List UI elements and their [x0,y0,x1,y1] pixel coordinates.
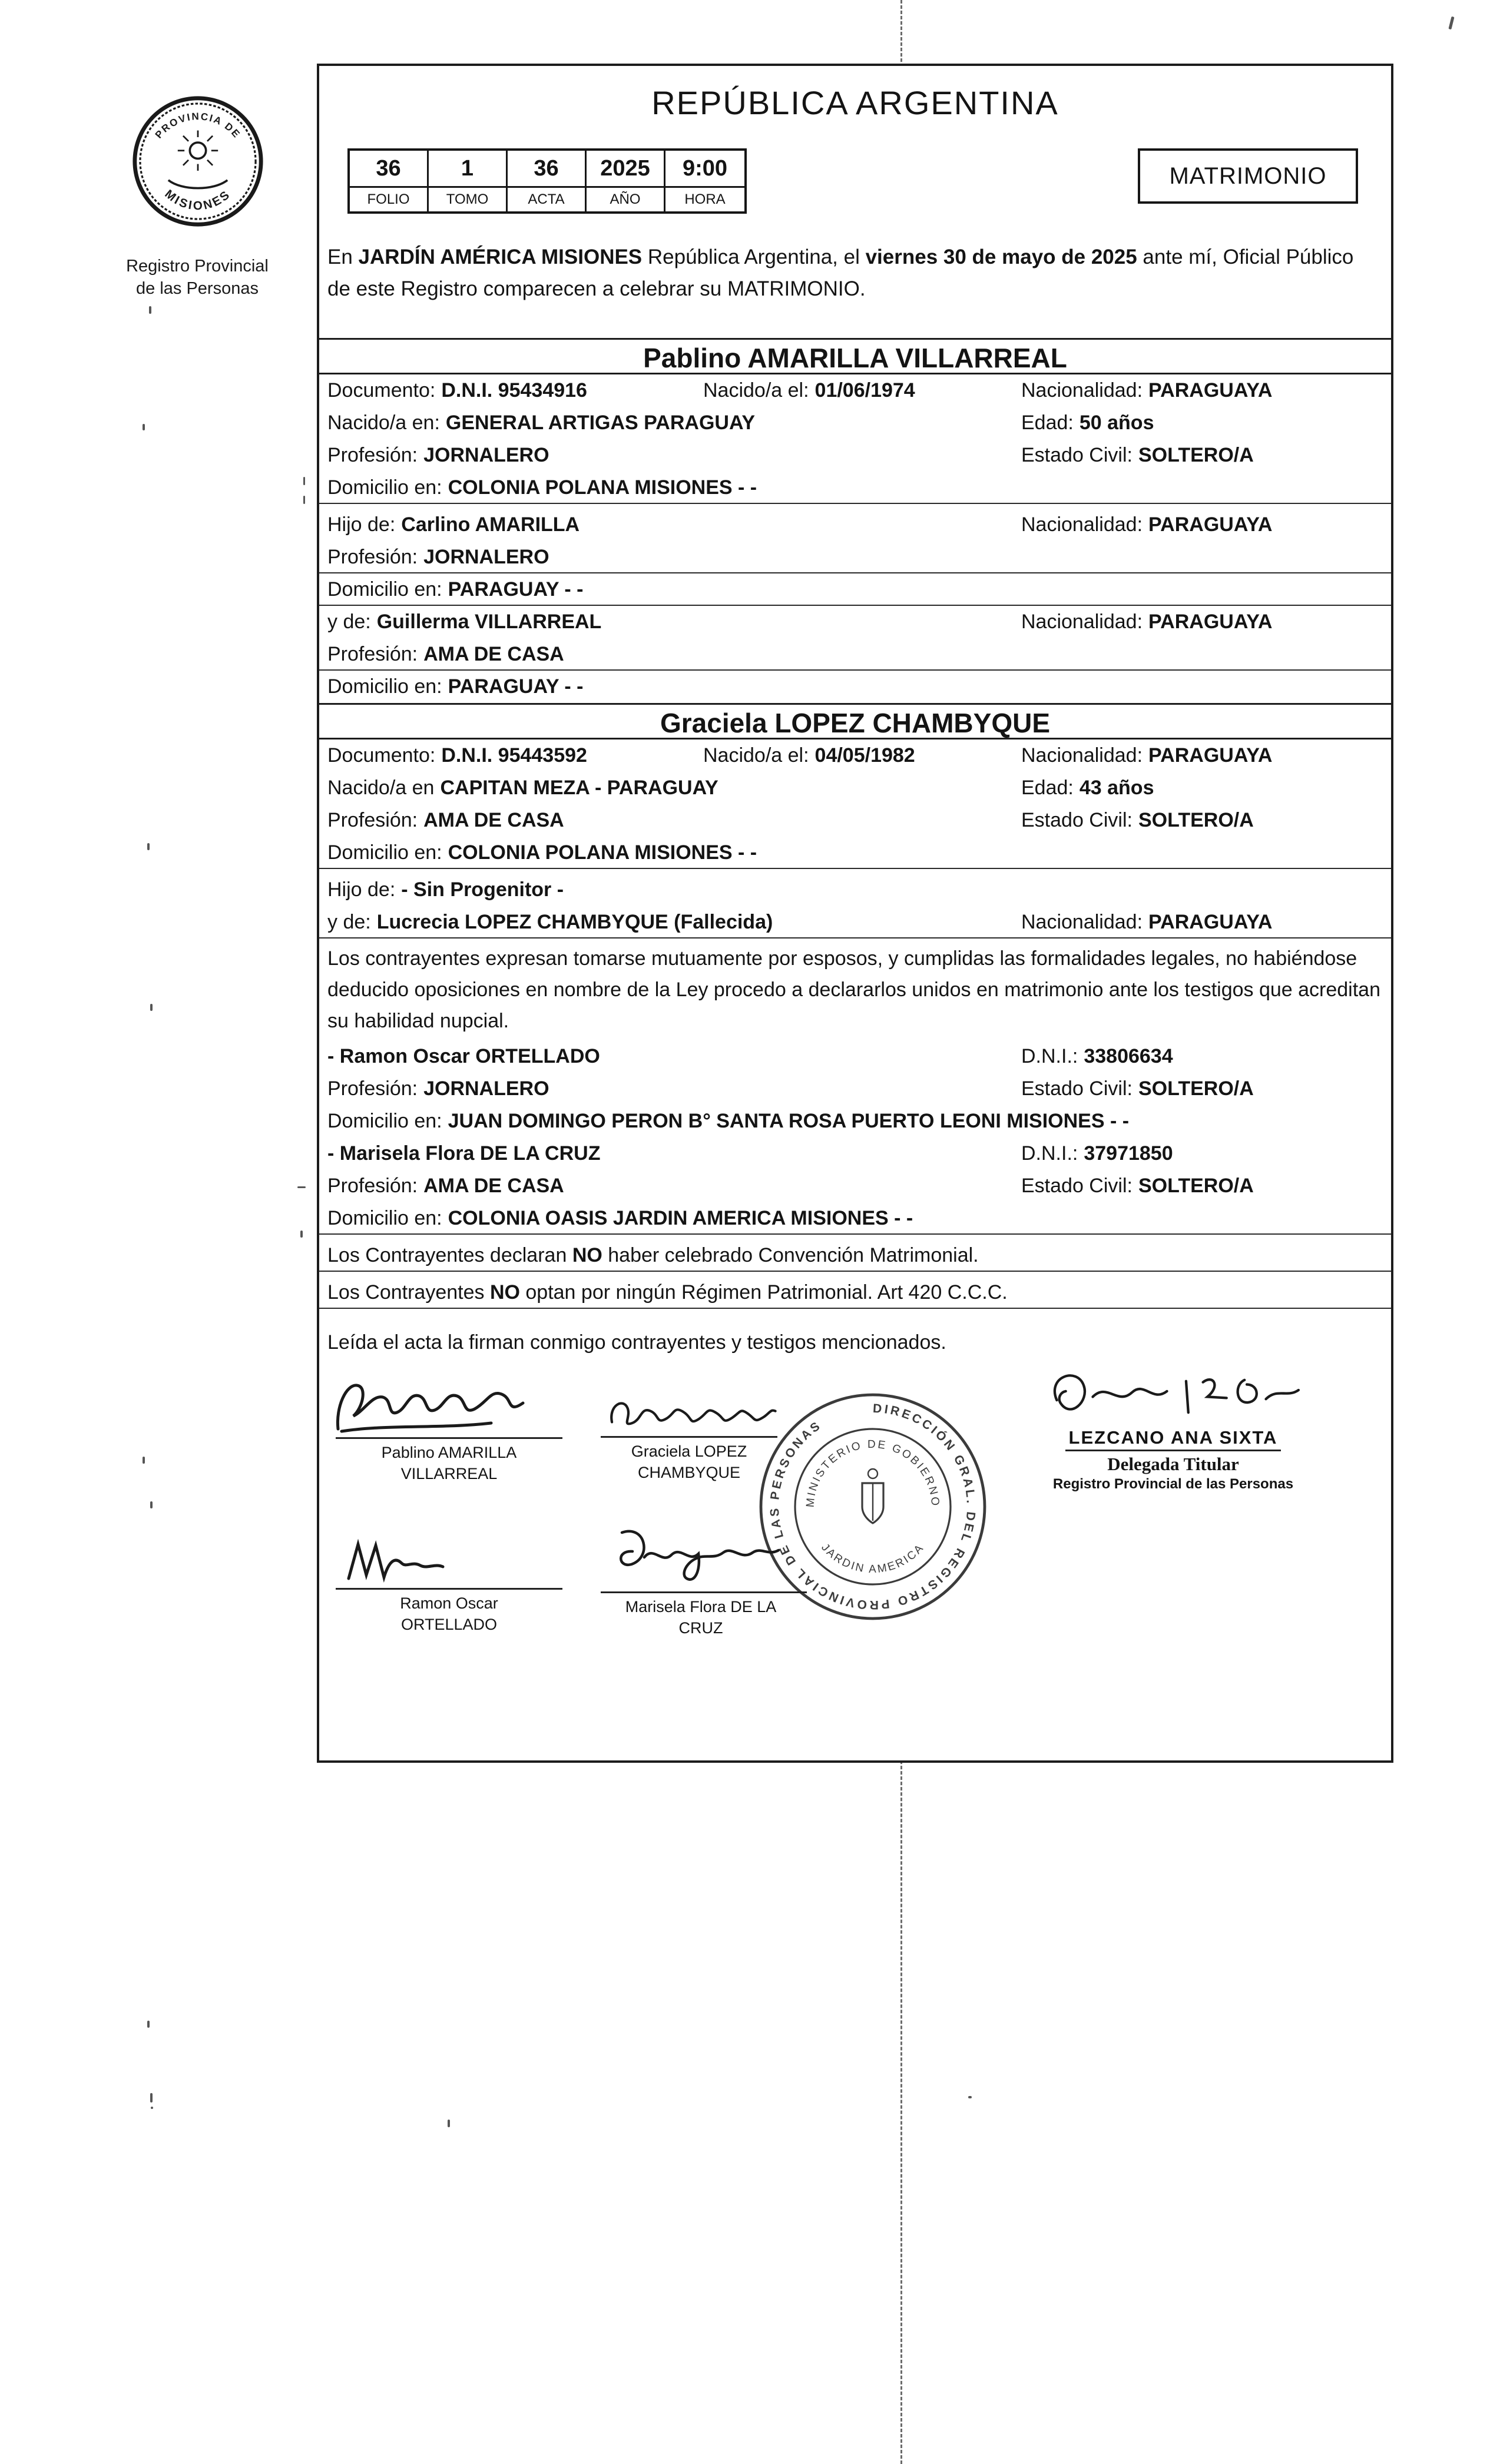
witness1-domicile-row [319,1105,1391,1138]
field-value: JORNALERO [423,444,549,466]
field-label: Nacido/a el: [703,379,809,402]
witness2-signature-icon [608,1523,808,1591]
stamp-bottom-text: JARDIN AMERICA [819,1541,927,1576]
groom-born-field [703,374,915,407]
signature-area [319,1365,1391,1754]
witness2-profession-row [319,1170,1391,1202]
field-value: PARAGUAYA [1148,513,1273,536]
field-value: COLONIA OASIS JARDIN AMERICA MISIONES - - [448,1207,913,1229]
bride-profession-row [319,804,1391,837]
registry-label-line2: de las Personas [136,279,259,298]
field-label: Estado Civil: [1021,809,1133,831]
anio-label: AÑO [587,188,665,211]
field-value: PARAGUAYA [1148,911,1273,933]
field-label: Domicilio en: [327,1110,442,1132]
declaration-no: NO [572,1244,602,1266]
officer-signature-icon [1035,1365,1312,1427]
declaration-no: NO [489,1281,520,1304]
field-label: y de: [327,911,371,933]
field-label: Nacionalidad: [1021,513,1143,536]
field-value: PARAGUAYA [1148,611,1273,633]
field-value: PARAGUAY - - [448,578,584,601]
field-label: Edad: [1021,412,1074,434]
field-value: COLONIA POLANA MISIONES - - [448,841,757,864]
field-value: JORNALERO [423,1077,549,1100]
witness2-name-row [319,1138,1391,1170]
folio-labels-row [350,186,744,211]
scan-artifact [147,2021,150,2028]
document-title: REPÚBLICA ARGENTINA [651,84,1059,121]
groom-signature-name [336,1442,562,1484]
tomo-label: TOMO [429,188,508,211]
closing-line: Leída el acta la firman conmigo contrayentes y testigos mencionados. [327,1331,946,1354]
witness1-dni-field [1021,1040,1173,1073]
field-value: PARAGUAYA [1148,744,1273,767]
witness2-civil-field [1021,1170,1254,1202]
bride-signature-name-line2: CHAMBYQUE [637,1464,741,1481]
field-value: 43 años [1079,777,1154,799]
field-value: COLONIA POLANA MISIONES - - [448,476,757,499]
groom-birthplace-row [319,407,1391,439]
witness2-name: - Marisela Flora DE LA CRUZ [327,1142,601,1165]
bride-document-row [319,739,1391,772]
bride-signature-line [601,1436,777,1438]
groom-signature-icon [333,1377,528,1436]
field-label: Hijo de: [327,513,396,536]
folio-label: FOLIO [350,188,429,211]
certificate-box [317,64,1393,1763]
witness1-signature-name [336,1593,562,1635]
field-value: - Sin Progenitor - [401,878,564,901]
officer-organization: Registro Provincial de las Personas [1052,1476,1294,1492]
field-label: Nacionalidad: [1021,744,1143,767]
intro-paragraph [319,234,1391,305]
witness1-name-row [319,1040,1391,1073]
scan-artifact [151,2107,153,2109]
field-label: Estado Civil: [1021,1175,1133,1197]
field-value: Lucrecia LOPEZ CHAMBYQUE (Fallecida) [376,911,773,933]
svg-text:JARDIN AMERICA [819,1541,926,1576]
bride-signature-name-line1: Graciela LOPEZ [631,1442,747,1460]
officer-signature-block [985,1365,1362,1493]
field-label: Profesión: [327,643,418,665]
scan-artifact [149,306,151,314]
field-value: SOLTERO/A [1138,809,1254,831]
witness1-signature-name-line2: ORTELLADO [400,1616,498,1633]
stamp-outer-text: DIRECCIÓN GRAL. DEL REGISTRO PROVINCIAL DE LAS PERSONAS [767,1401,978,1612]
scan-artifact [143,424,145,430]
stamp-inner-text: MINISTERIO DE GOBIERNO [804,1438,942,1508]
scan-artifact [448,2120,450,2127]
mother-nationality-field [1021,606,1272,638]
witness2-signature-name [595,1596,807,1639]
registry-label-line1: Registro Provincial [126,257,269,276]
declaration-text: Los Contrayentes [327,1281,490,1304]
groom-signature-line [336,1437,562,1439]
field-value: Carlino AMARILLA [401,513,580,536]
stamp-shield-icon [862,1469,883,1523]
field-value: D.N.I. 95434916 [441,379,587,402]
field-label: Domicilio en: [327,675,442,698]
father-profession-row [319,541,1391,573]
witness1-signature-line [336,1588,562,1590]
acta-label: ACTA [508,188,587,211]
field-value: 01/06/1974 [814,379,915,402]
hora-label: HORA [684,191,726,207]
field-label: Domicilio en: [327,578,442,601]
folio-value: 36 [350,151,429,186]
mother-profession-row [319,638,1391,671]
groom-nationality-field [1021,374,1272,407]
witness1-name: - Ramon Oscar ORTELLADO [327,1045,600,1067]
field-label: D.N.I.: [1021,1045,1078,1067]
intro-post: ante mí, Oficial Público de este Registro comparecen a celebrar su MATRIMONIO. [327,246,1354,300]
groom-profession-row [319,439,1391,472]
bride-father-row [319,874,1391,906]
declaration-text: Los Contrayentes declaran [327,1244,572,1266]
field-value: SOLTERO/A [1138,1077,1254,1100]
officer-title: Delegada Titular [1107,1454,1239,1474]
field-label: Domicilio en: [327,841,442,864]
witness2-signature-line [601,1591,807,1593]
field-value: 37971850 [1084,1142,1173,1165]
provincial-seal-icon [131,94,265,228]
bride-birthplace-row [319,772,1391,804]
declaration-text: optan por ningún Régimen Patrimonial. Art 420 C.C.C. [519,1281,1008,1304]
bride-age-field [1021,772,1154,804]
declaration-convention-row [319,1239,1391,1272]
field-label: D.N.I.: [1021,1142,1078,1165]
tomo-value: 1 [429,151,508,186]
field-value: PARAGUAY - - [448,675,584,698]
field-value: JORNALERO [423,546,549,568]
groom-document-row [319,374,1391,407]
field-label: Profesión: [327,1175,418,1197]
field-label: Profesión: [327,1077,418,1100]
father-domicile-row [319,573,1391,606]
field-value: AMA DE CASA [423,1175,564,1197]
field-label: Nacionalidad: [1021,911,1143,933]
scan-artifact [150,1004,153,1011]
witness2-signature-name-line1: Marisela Flora DE LA [625,1598,777,1616]
registry-label [94,255,300,300]
field-label: Documento: [327,379,436,402]
field-label: Profesión: [327,809,418,831]
field-value: JUAN DOMINGO PERON B° SANTA ROSA PUERTO LEONI MISIONES - - [448,1110,1130,1132]
hora-value: 9:00 [682,156,728,181]
officer-name: LEZCANO ANA SIXTA [1065,1427,1282,1451]
intro-mid: República Argentina, el [642,246,866,268]
field-value: SOLTERO/A [1138,1175,1254,1197]
field-value: D.N.I. 95443592 [441,744,587,767]
field-label: Documento: [327,744,436,767]
bride-born-field [703,739,915,772]
scan-artifact [303,477,305,485]
witness2-dni-field [1021,1138,1173,1170]
field-value: SOLTERO/A [1138,444,1254,466]
bride-domicile-row [319,837,1391,869]
bride-name-header: Graciela LOPEZ CHAMBYQUE [319,703,1391,739]
scan-artifact [303,496,305,504]
witness1-signature-icon [343,1536,455,1586]
field-label: Profesión: [327,444,418,466]
field-value: Guillerma VILLARREAL [376,611,602,633]
field-label: Edad: [1021,777,1074,799]
field-label: Nacido/a en [327,777,435,799]
seal-top-text: PROVINCIA DE [153,111,243,141]
scan-artifact [300,1231,303,1238]
field-label: Domicilio en: [327,476,442,499]
scan-artifact [143,1457,145,1464]
witness2-domicile-row [319,1202,1391,1235]
field-value: PARAGUAYA [1148,379,1273,402]
acta-value: 36 [508,151,587,186]
bride-civil-field [1021,804,1254,837]
folio-table [347,148,747,214]
field-label: Hijo de: [327,878,396,901]
father-nationality-field [1021,509,1272,541]
field-value: 04/05/1982 [814,744,915,767]
field-value: CAPITAN MEZA - PARAGUAY [440,777,718,799]
bride-nationality-field [1021,739,1272,772]
field-label: Profesión: [327,546,418,568]
scan-artifact [150,1501,153,1508]
scan-artifact [147,843,150,850]
groom-father-row [319,509,1391,541]
header-strip [319,148,1391,234]
groom-age-field [1021,407,1154,439]
witness1-signature-name-line1: Ramon Oscar [400,1594,498,1612]
anio-value: 2025 [587,151,665,186]
field-label: Estado Civil: [1021,1077,1133,1100]
field-label: Nacido/a el: [703,744,809,767]
intro-date: viernes 30 de mayo de 2025 [865,246,1137,268]
declaration-regimen-row [319,1276,1391,1309]
field-value: AMA DE CASA [423,809,564,831]
scan-artifact [1448,16,1454,30]
intro-pre: En [327,246,359,268]
field-value: 33806634 [1084,1045,1173,1067]
groom-signature-name-line1: Pablino AMARILLA [381,1444,517,1461]
witness1-civil-field [1021,1073,1254,1105]
bride-mother-row [319,906,1391,938]
matrimonio-badge: MATRIMONIO [1138,148,1358,204]
field-value: GENERAL ARTIGAS PARAGUAY [445,412,756,434]
bride-mother-nationality-field [1021,906,1272,938]
field-label: Estado Civil: [1021,444,1133,466]
intro-place: JARDÍN AMÉRICA MISIONES [358,246,643,268]
scan-artifact [297,1186,306,1188]
field-label: Domicilio en: [327,1207,442,1229]
groom-signature-name-line2: VILLARREAL [400,1465,498,1483]
mother-domicile-row [319,671,1391,703]
groom-domicile-row [319,472,1391,504]
field-label: Nacido/a en: [327,412,440,434]
witness1-profession-row [319,1073,1391,1105]
groom-civil-field [1021,439,1254,472]
scan-artifact [968,2096,972,2098]
field-label: Nacionalidad: [1021,611,1143,633]
consent-paragraph: Los contrayentes expresan tomarse mutuamente por esposos, y cumplidas las formalidades legales, no habiéndose deducido oposiciones en nombre de la Ley procedo a declararlos unidos en matrimonio ante los testigos que acreditan su habilidad nupcial. [327,947,1381,1032]
field-label: y de: [327,611,371,633]
svg-text:MISIONES [162,187,233,213]
witness2-signature-name-line2: CRUZ [678,1619,723,1637]
field-value: AMA DE CASA [423,643,564,665]
declaration-text: haber celebrado Convención Matrimonial. [602,1244,979,1266]
groom-mother-row [319,606,1391,638]
field-value: 50 años [1079,412,1154,434]
seal-bottom-text: MISIONES [162,187,234,213]
scan-artifact [150,2093,153,2102]
field-label: Nacionalidad: [1021,379,1143,402]
groom-name-header: Pablino AMARILLA VILLARREAL [319,338,1391,374]
folio-values-row [350,151,744,186]
